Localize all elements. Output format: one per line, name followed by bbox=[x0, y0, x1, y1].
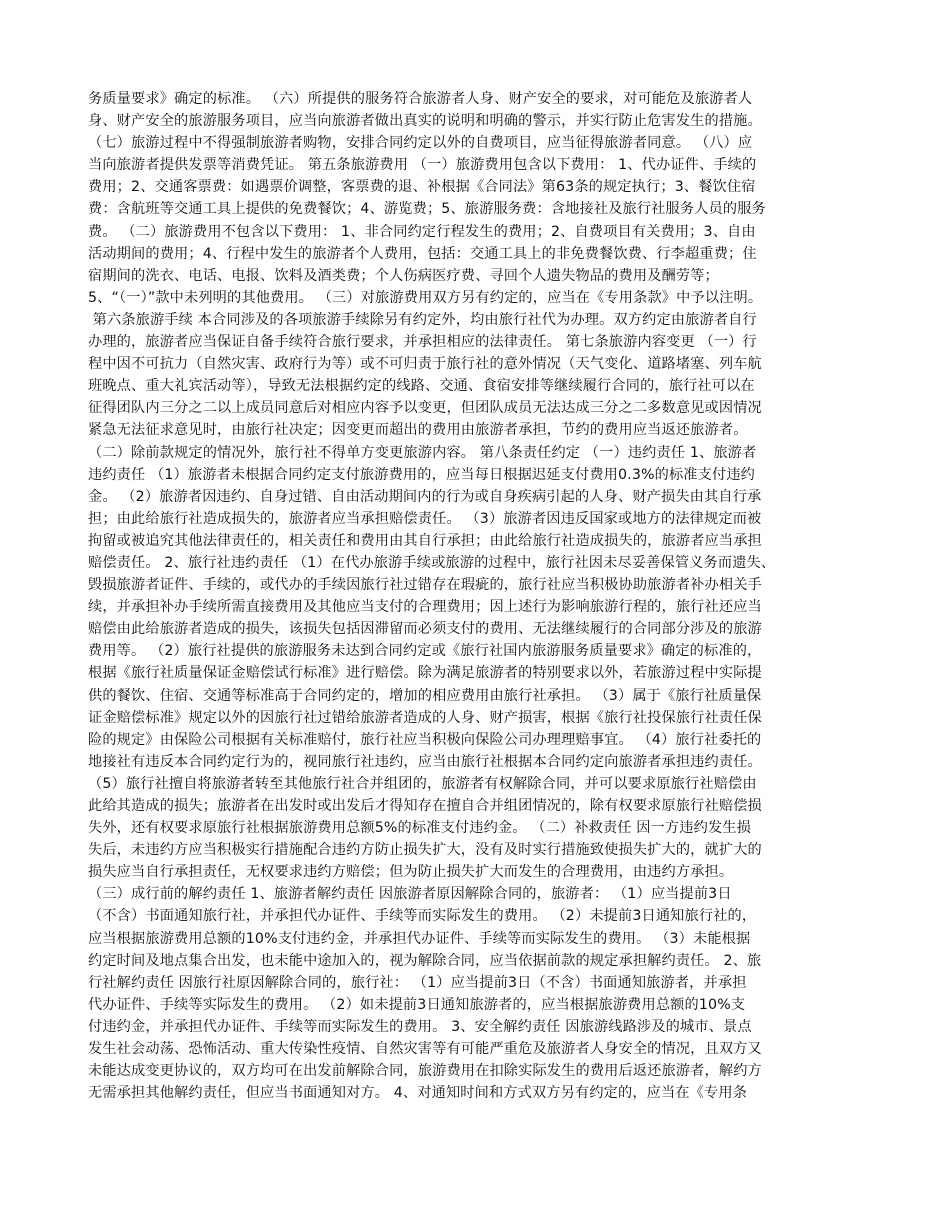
text-line: 当向旅游者提供发票等消费凭证。 第五条旅游费用 （一）旅游费用包含以下费用： 1、代办证件、手续的 bbox=[88, 157, 757, 174]
text-line: 赔偿由此给旅游者造成的损失，该损失包括因滞留而必须支付的费用、无法继续履行的合同部分涉及的旅游 bbox=[88, 621, 762, 638]
text-line: 活动期间的费用；4、行程中发生的旅游者个人费用，包括：交通工具上的非免费餐饮费、行李超重费；住 bbox=[88, 245, 757, 262]
text-line: 付违约金，并承担代办证件、手续等而实际发生的费用。 3、安全解约责任 因旅游线路涉及的城市、景点 bbox=[88, 1018, 752, 1035]
text-line: 第六条旅游手续 本合同涉及的各项旅游手续除另有约定外，均由旅行社代为办理。双方约定由旅游者自行 bbox=[88, 311, 757, 328]
text-line: 程中因不可抗力（自然灾害、政府行为等）或不可归责于旅行社的意外情况（天气变化、道路堵塞、列车航 bbox=[88, 356, 762, 373]
text-line: 未能达成变更协议的，双方均可在出发前解除合同，旅游费用在扣除实际发生的费用后返还旅游者，解约方 bbox=[88, 1063, 762, 1080]
text-line: 费用等。 （2）旅行社提供的旅游服务未达到合同约定或《旅行社国内旅游服务质量要求》确定的标准的， bbox=[88, 643, 762, 660]
text-line: 紧急无法征求意见时，由旅行社决定；因变更而超出的费用由旅游者承担，节约的费用应当返还旅游者。 bbox=[88, 422, 748, 439]
text-line: 班晚点、重大礼宾活动等），导致无法根据约定的线路、交通、食宿安排等继续履行合同的，旅行社可以在 bbox=[88, 378, 755, 395]
text-line: 此给其造成的损失；旅游者在出发时或出发后才得知存在擅自合并组团情况的，除有权要求原旅行社赔偿损 bbox=[88, 798, 762, 814]
text-line: 费用；2、交通客票费：如遇票价调整，客票费的退、补根据《合同法》第63条的规定执行；3、餐饮住宿 bbox=[88, 179, 756, 196]
text-line: 费。 （二）旅游费用不包含以下费用： 1、非合同约定行程发生的费用；2、自费项目有关费用；3、自由 bbox=[88, 223, 756, 240]
text-line: 务质量要求》确定的标准。 （六）所提供的服务符合旅游者人身、财产安全的要求，对可能危及旅游者人 bbox=[88, 91, 753, 107]
text-line: 供的餐饮、住宿、交通等标准高于合同约定的，增加的相应费用由旅行社承担。 （3）属于《旅行社质量保 bbox=[88, 687, 762, 704]
text-line: 违约责任 （1）旅游者未根据合同约定支付旅游费用的，应当每日根据迟延支付费用0.3%的标准支付违约 bbox=[88, 466, 755, 483]
text-line: 续，并承担补办手续所需直接费用及其他应当支付的合理费用；因上述行为影响旅游行程的，旅行社还应当 bbox=[88, 599, 762, 616]
text-line: 费：含航班等交通工具上提供的免费餐饮；4、游览费；5、旅游服务费：含地接社及旅行社服务人员的服务 bbox=[88, 201, 766, 218]
text-line: 担；由此给旅行社造成损失的，旅游者应当承担赔偿责任。 （3）旅游者因违反国家或地方的法律规定而被 bbox=[88, 510, 762, 527]
text-line: 行社解约责任 因旅行社原因解除合同的，旅行社： （1）应当提前3日（不含）书面通知旅游者，并承担 bbox=[88, 974, 747, 991]
document-page bbox=[88, 88, 868, 1104]
text-line: 发生社会动荡、恐怖活动、重大传染性疫情、自然灾害等有可能严重危及旅游者人身安全的情况，且双方又 bbox=[88, 1041, 762, 1058]
text-line: 根据《旅行社质量保证金赔偿试行标准》进行赔偿。除为满足旅游者的特别要求以外，若旅游过程中实际提 bbox=[88, 665, 762, 682]
text-line: 代办证件、手续等实际发生的费用。 （2）如未提前3日通知旅游者的，应当根据旅游费用总额的10%支 bbox=[88, 996, 746, 1013]
text-line: 毁损旅游者证件、手续的，或代办的手续因旅行社过错存在瑕疵的，旅行社应当积极协助旅游者补办相关手 bbox=[88, 577, 762, 594]
text-line: 征得团队内三分之二以上成员同意后对相应内容予以变更，但团队成员无法达成三分之二多数意见或因情况 bbox=[88, 400, 762, 417]
text-line: （七）旅游过程中不得强制旅游者购物，安排合同约定以外的自费项目，应当征得旅游者同意。 （八）应 bbox=[88, 135, 753, 152]
text-line: （三）成行前的解约责任 1、旅游者解约责任 因旅游者原因解除合同的，旅游者： （1）应当提前3日 bbox=[88, 886, 732, 903]
text-line: 拘留或被追究其他法律责任的，相关责任和费用由其自行承担；由此给旅行社造成损失的，旅游者应当承担 bbox=[88, 532, 762, 549]
text-line: 失后，未违约方应当积极实行措施配合违约方防止损失扩大，没有及时实行措施致使损失扩大的，就扩大的 bbox=[88, 842, 762, 859]
text-line: （不含）书面通知旅行社，并承担代办证件、手续等而实际发生的费用。 （2）未提前3日通知旅行社的， bbox=[88, 908, 757, 925]
text-line: 金。 （2）旅游者因违约、自身过错、自由活动期间内的行为或自身疾病引起的人身、财产损失由其自行承 bbox=[88, 488, 762, 505]
text-line: 约定时间及地点集合出发，也未能中途加入的，视为解除合同，应当依据前款的规定承担解约责任。 2、旅 bbox=[88, 952, 762, 969]
text-line: 地接社有违反本合同约定行为的，视同旅行社违约，应当由旅行社根据本合同约定向旅游者承担违约责任。 bbox=[88, 753, 762, 770]
text-line: 身、财产安全的旅游服务项目，应当向旅游者做出真实的说明和明确的警示，并实行防止危害发生的措施。 bbox=[88, 113, 762, 130]
text-line: 宿期间的洗衣、电话、电报、饮料及酒类费；个人伤病医疗费、寻回个人遗失物品的费用及酬劳等； bbox=[88, 267, 719, 284]
text-line: 应当根据旅游费用总额的10%支付违约金，并承担代办证件、手续等而实际发生的费用。 （3）未能根据 bbox=[88, 930, 751, 947]
text-line: 损失应当自行承担责任，无权要求违约方赔偿；但为防止损失扩大而发生的合理费用，由违约方承担。 bbox=[88, 864, 734, 881]
text-line: 5、“（一）”款中未列明的其他费用。 （三）对旅游费用双方另有约定的，应当在《专用条款》中予以注明。 bbox=[88, 289, 763, 306]
text-line: 无需承担其他解约责任，但应当书面通知对方。 4、对通知时间和方式双方另有约定的，应当在《专用条 bbox=[88, 1085, 748, 1102]
text-line: 办理的，旅游者应当保证自备手续符合旅行要求，并承担相应的法律责任。 第七条旅游内容变更 （一）行 bbox=[88, 334, 757, 351]
text-line: 赔偿责任。 2、旅行社违约责任 （1）在代办旅游手续或旅游的过程中，旅行社因未尽妥善保管义务而遗失、 bbox=[88, 554, 776, 571]
text-line: 证金赔偿标准》规定以外的因旅行社过错给旅游者造成的人身、财产损害，根据《旅行社投保旅行社责任保 bbox=[88, 709, 762, 726]
text-line: 失外，还有权要求原旅行社根据旅游费用总额5%的标准支付违约金。 （二）补救责任 因一方违约发生损 bbox=[88, 820, 751, 837]
text-line: （二）除前款规定的情况外，旅行社不得单方变更旅游内容。 第八条责任约定 （一）违约责任 1、旅游者 bbox=[88, 444, 757, 461]
text-line: （5）旅行社擅自将旅游者转至其他旅行社合并组团的，旅游者有权解除合同，并可以要求原旅行社赔偿由 bbox=[88, 775, 757, 792]
text-line: 险的规定》由保险公司根据有关标准赔付，旅行社应当积极向保险公司办理理赔事宜。 （4）旅行社委托的 bbox=[88, 731, 762, 748]
